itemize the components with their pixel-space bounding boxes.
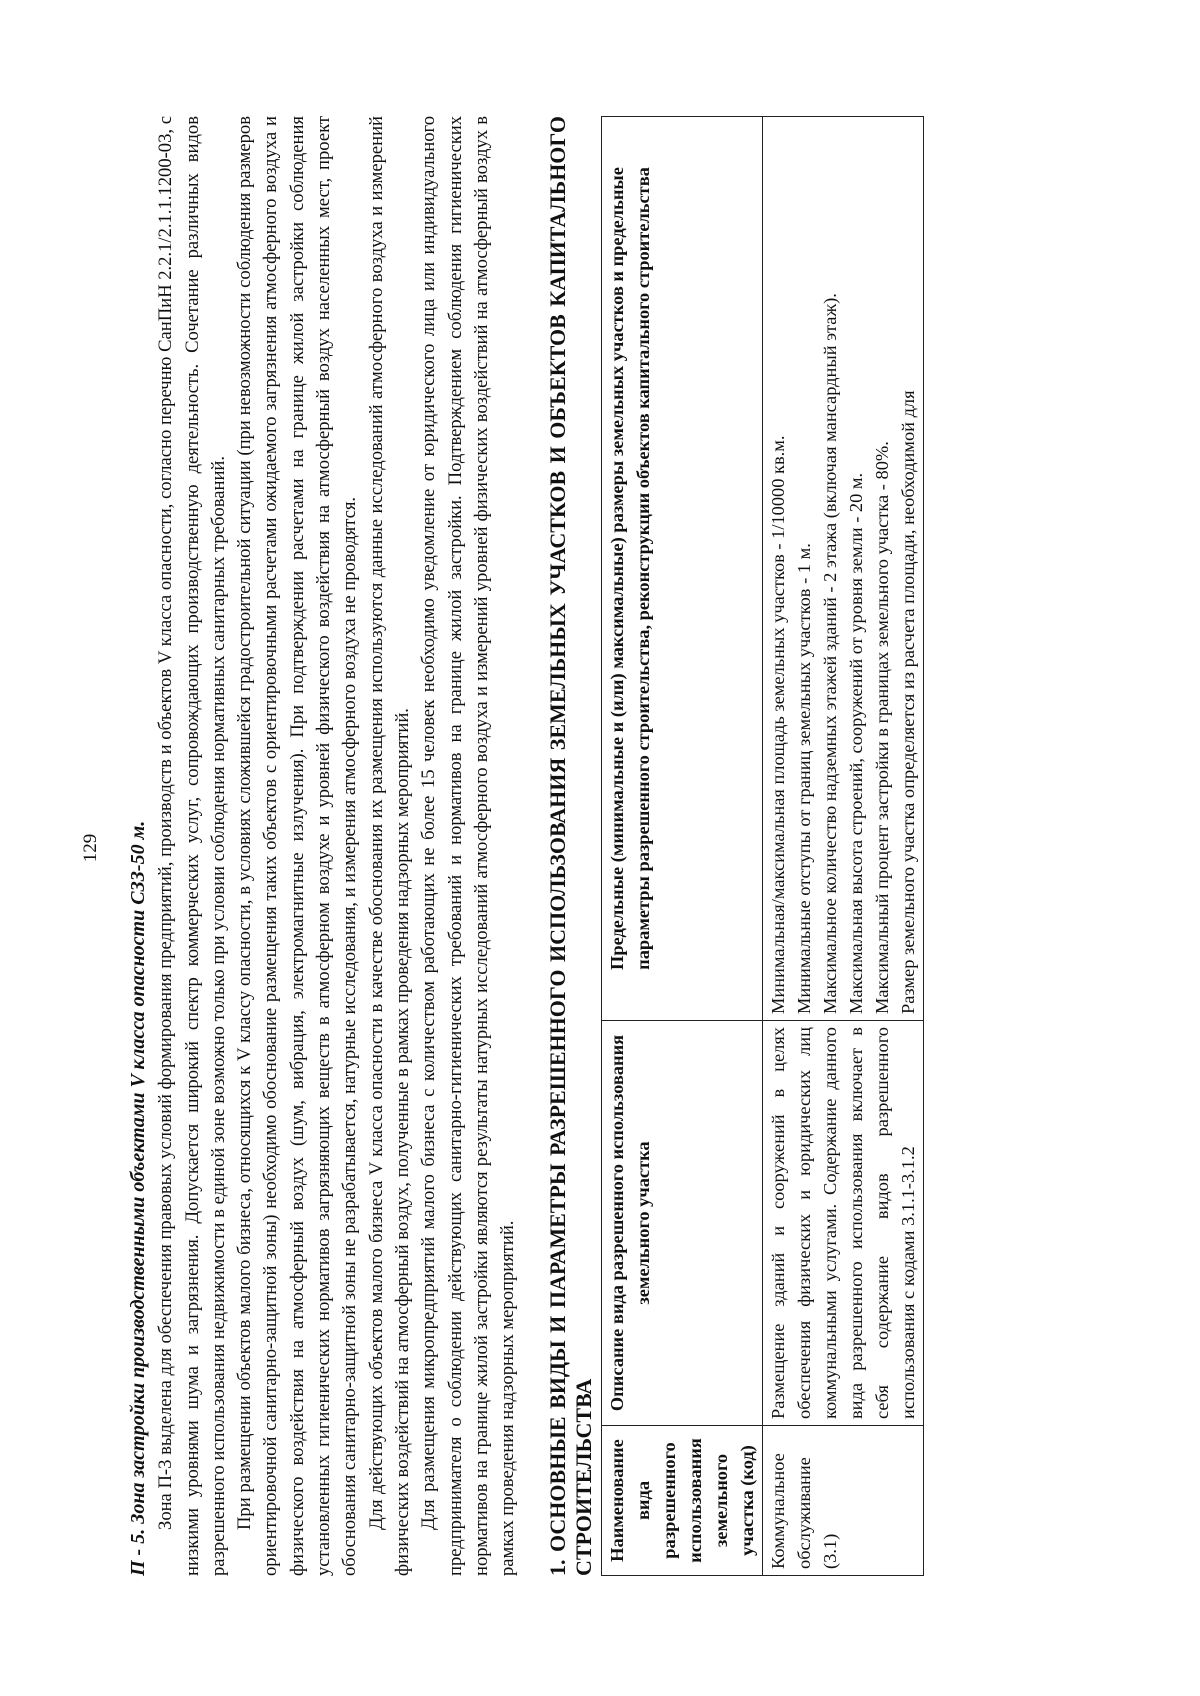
table-header-row [602, 117, 763, 1576]
document-body [125, 116, 924, 1576]
section-heading: П - 5. Зона застройки производственными объектами V класса опасности СЗЗ-50 м. [127, 820, 149, 1576]
table-title: 1. ОСНОВНЫЕ ВИДЫ И ПАРАМЕТРЫ РАЗРЕШЕННОГО ИСПОЛЬЗОВАНИЯ ЗЕМЕЛЬНЫХ УЧАСТКОВ И ОБЪЕКТОВ КАПИТАЛЬНОГО СТРОИТЕЛЬСТВА [545, 116, 597, 1576]
cell-use-description: Размещение зданий и сооружений в целях обеспечения физических и юридических лиц коммунальными услугами. Содержание данного вида разрешенного использования включает в себя содержание видов разрешенного использования с кодами 3.1.1-3.1.2 [763, 1021, 924, 1426]
table-row [763, 117, 924, 1576]
page-number: 129 [80, 833, 101, 863]
parameter-line: Максимальный процент застройки в границах земельного участка - 80%. [872, 441, 893, 1014]
column-header-description: Описание вида разрешенного использования земельного участка [602, 1021, 763, 1426]
parameter-line: Максимальная высота строений, сооружений от уровня земли - 20 м. [846, 472, 867, 1014]
parameter-line: Размер земельного участка определяется из расчета площади, необходимой для [898, 390, 919, 1014]
paragraph: Для действующих объектов малого бизнеса V класса опасности в качестве обоснования их размещения используются данные исследований атмосферного воздуха и измерений физических воздействий на атмосферный воздух, полученные в рамках проведения надзорных мероприятий. [365, 116, 413, 1576]
parameter-line: Минимальная/максимальная площадь земельных участков - 1/10000 кв.м. [768, 435, 789, 1014]
permitted-use-table [601, 116, 924, 1576]
parameter-line: Максимальное количество надземных этажей зданий - 2 этажа (включая мансардный этаж). [820, 293, 841, 1014]
paragraph: Для размещения микропредприятий малого бизнеса с количеством работающих не более 15 человек необходимо уведомление от юридического лица или индивидуального предпринимателя о соблюдении действующих санитарно-гигиенических требований и нормативов на границе жилой застройки. Подтверждением соблюдения гигиенических нормативов на границе жилой застройки являются результаты натурных исследований атмосферного воздуха и измерений уровней физических воздействий на атмосферный воздух в рамках проведения надзорных мероприятий. [418, 116, 519, 1576]
column-header-parameters: Предельные (минимальные и (или) максимальные) размеры земельных участков и предельные параметры разрешенного строительства, реконструкции объектов капитального строительства [602, 117, 763, 1021]
cell-use-name: Коммунальное обслуживание (3.1) [763, 1426, 924, 1576]
cell-parameters [763, 117, 924, 1021]
paragraph: Зона П-3 выделена для обеспечения правовых условий формирования предприятий, производств и объектов V класса опасности, согласно перечню СанПиН 2.2.1/2.1.1.1200-03, с низкими уровнями шума и загрязнения. Допускается широкий спектр коммерческих услуг, сопровождающих производственную деятельность. Сочетание различных видов разрешенного использования недвижимости в единой зоне возможно только при условии соблюдения нормативных санитарных требований. [155, 116, 229, 1576]
parameter-line: Минимальные отступы от границ земельных участков - 1 м. [794, 543, 815, 1014]
column-header-name: Наименование вида разрешенного использования земельного участка (код) [602, 1426, 763, 1576]
paragraph: При размещении объектов малого бизнеса, относящихся к V классу опасности, в условиях сложившейся градостроительной ситуации (при невозможности соблюдения размеров ориентировочной санитарно-защитной зоны) необходимо обоснование размещения таких объектов с ориентировочными расчетами ожидаемого загрязнения атмосферного воздуха и физического воздействия на атмосферный воздух (шум, вибрация, электромагнитные излучения). При подтверждении расчетами на границе жилой застройки соблюдения установленных гигиенических нормативов загрязняющих веществ в атмосферном воздухе и уровней физического воздействия на атмосферный воздух населенных мест, проект обоснования санитарно-защитной зоны не разрабатывается, натурные исследования, и измерения атмосферного воздуха не проводятся. [234, 116, 361, 1576]
